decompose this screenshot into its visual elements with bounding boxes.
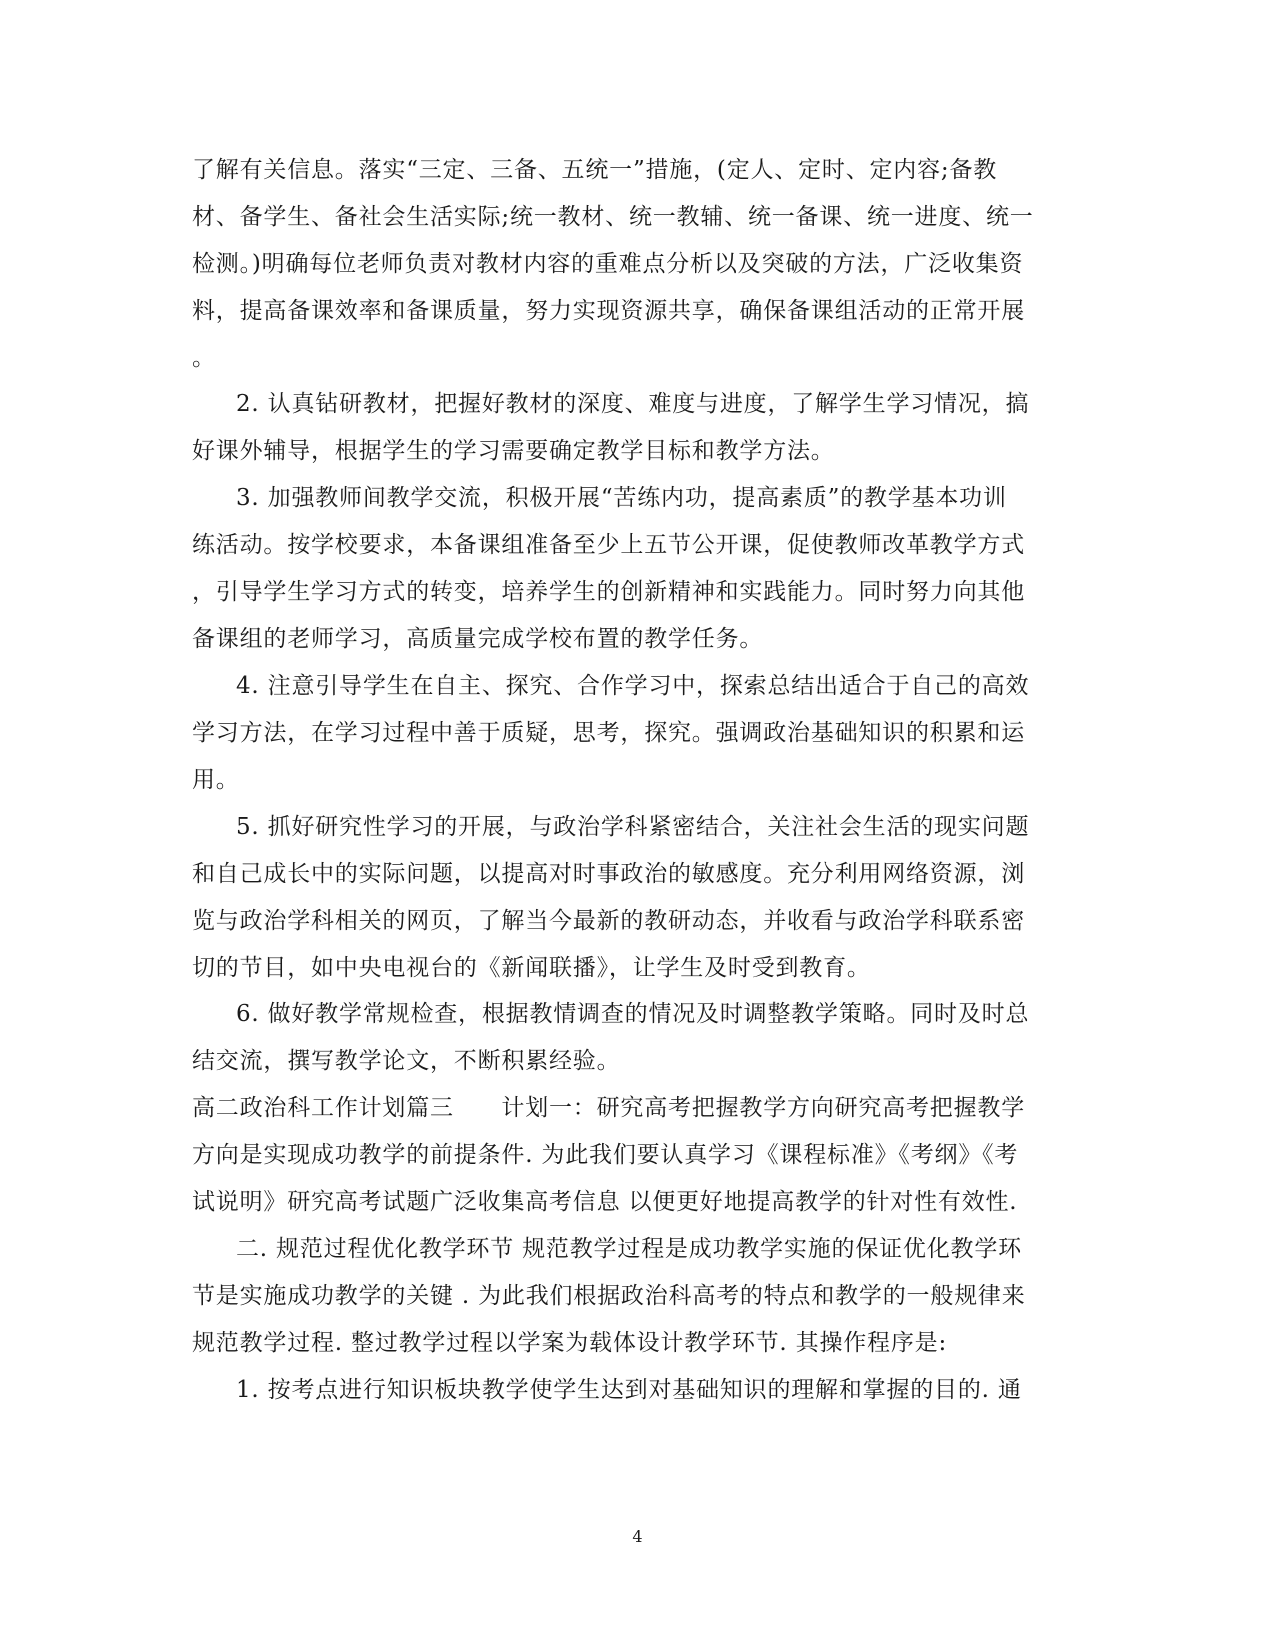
section-heading-line: 高二政治科工作计划篇三 计划一：研究高考把握教学方向研究高考把握教学	[192, 1095, 1025, 1121]
paragraph-start-line: 二. 规范过程优化教学环节 规范教学过程是成功教学实施的保证优化教学环	[236, 1236, 1022, 1262]
text-line: 料，提高备课效率和备课质量，努力实现资源共享，确保备课组活动的正常开展	[192, 298, 1025, 324]
paragraph-start-line: 1. 按考点进行知识板块教学使学生达到对基础知识的理解和掌握的目的. 通	[236, 1377, 1022, 1403]
paragraph-start-line: 3. 加强教师间教学交流，积极开展“苦练内功，提高素质”的教学基本功训	[236, 485, 1007, 511]
text-line: 览与政治学科相关的网页，了解当今最新的教研动态，并收看与政治学科联系密	[192, 908, 1025, 934]
text-line: 检测。)明确每位老师负责对教材内容的重难点分析以及突破的方法，广泛收集资	[192, 251, 1024, 277]
paragraph-start-line: 4. 注意引导学生在自主、探究、合作学习中，探索总结出适合于自己的高效	[236, 673, 1030, 699]
text-line: 切的节目，如中央电视台的《新闻联播》，让学生及时受到教育。	[192, 955, 871, 981]
text-line: 规范教学过程. 整过教学过程以学案为载体设计教学环节. 其操作程序是:	[192, 1330, 947, 1356]
text-line: 好课外辅导，根据学生的学习需要确定教学目标和教学方法。	[192, 438, 835, 464]
paragraph-start-line: 5. 抓好研究性学习的开展，与政治学科紧密结合，关注社会生活的现实问题	[236, 814, 1030, 840]
text-line: 备课组的老师学习，高质量完成学校布置的教学任务。	[192, 626, 764, 652]
text-line: 方向是实现成功教学的前提条件. 为此我们要认真学习《课程标准》《考纲》《考	[192, 1142, 1019, 1168]
text-line: 试说明》研究高考试题广泛收集高考信息 以便更好地提高教学的针对性有效性.	[192, 1189, 1018, 1215]
text-line: 用。	[192, 767, 240, 793]
text-line: ，引导学生学习方式的转变，培养学生的创新精神和实践能力。同时努力向其他	[192, 579, 1025, 605]
text-line: 练活动。按学校要求，本备课组准备至少上五节公开课，促使教师改革教学方式	[192, 532, 1025, 558]
paragraph-start-line: 6. 做好教学常规检查，根据教情调查的情况及时调整教学策略。同时及时总	[236, 1001, 1030, 1027]
text-line: 学习方法，在学习过程中善于质疑，思考，探究。强调政治基础知识的积累和运	[192, 720, 1025, 746]
text-line: 节是实施成功教学的关键 . 为此我们根据政治科高考的特点和教学的一般规律来	[192, 1283, 1026, 1309]
paragraph-start-line: 2. 认真钻研教材，把握好教材的深度、难度与进度，了解学生学习情况，搞	[236, 391, 1030, 417]
text-line: 和自己成长中的实际问题，以提高对时事政治的敏感度。充分利用网络资源，浏	[192, 861, 1025, 887]
text-line: 了解有关信息。落实“三定、三备、五统一”措施，(定人、定时、定内容;备教	[192, 157, 998, 183]
text-line: 材、备学生、备社会生活实际;统一教材、统一教辅、统一备课、统一进度、统一	[192, 204, 1034, 230]
text-line: 结交流，撰写教学论文，不断积累经验。	[192, 1048, 621, 1074]
text-line: 。	[192, 345, 216, 371]
page-number: 4	[632, 1527, 643, 1546]
